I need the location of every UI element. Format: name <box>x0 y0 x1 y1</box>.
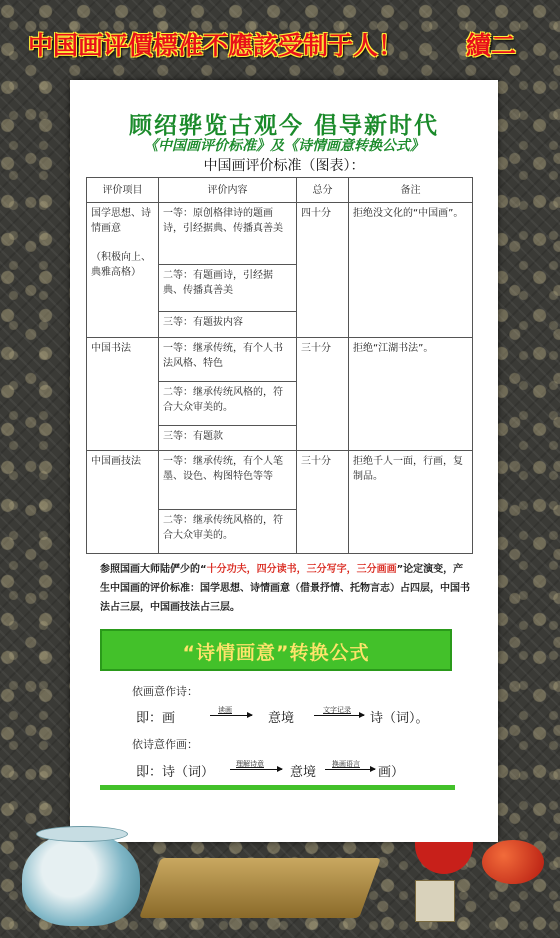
criteria-item <box>87 203 159 338</box>
criteria-level: 三等：有题拔内容 <box>159 311 297 337</box>
arrow-label: 理解诗意 <box>236 760 264 768</box>
ink-stone-icon <box>415 880 455 922</box>
formula-start: 即：画 <box>136 711 176 726</box>
note-suffix: ”论定演变，产生中国画的评价标准：国学思想、诗情画意（借景抒情、托物言志）占四层，中国书法占三层，中国画技法占三层。 <box>100 564 470 613</box>
formula-banner-title: “诗情画意”转换公式 <box>182 642 370 664</box>
arrow-label: 文字记录 <box>323 706 351 714</box>
arrow-label: 换画语言 <box>332 760 360 768</box>
formula-end: 画） <box>378 765 405 780</box>
formula-label-painting-to-poem: 依画意作诗： <box>132 685 198 698</box>
table-row <box>87 203 473 265</box>
criteria-item: 中国书法 <box>87 338 159 451</box>
table-row <box>87 338 473 382</box>
arrow-label: 读画 <box>218 706 232 714</box>
criteria-remark: 拒绝“江湖书法”。 <box>349 338 473 451</box>
document-subtitle: 《中国画评价标准》及《诗情画意转换公式》 <box>144 138 424 154</box>
document-title: 顾绍骅览古观今 倡导新时代 <box>128 113 439 139</box>
criteria-score: 四十分 <box>297 203 349 338</box>
criteria-level: 二等：继承传统风格的，符合大众审美的。 <box>159 510 297 554</box>
brush-scroll-icon <box>139 858 381 918</box>
column-header: 评价项目 <box>87 178 159 203</box>
document-paper <box>70 80 498 842</box>
criteria-score: 三十分 <box>297 451 349 554</box>
criteria-level: 二等：继承传统风格的，符合大众审美的。 <box>159 382 297 426</box>
divider <box>100 785 455 790</box>
criteria-item: 中国画技法 <box>87 451 159 554</box>
table-header-row <box>87 178 473 203</box>
table-row <box>87 451 473 510</box>
note-highlight: 十分功夫，四分读书，三分写字，三分画画 <box>206 564 397 575</box>
red-bowl-icon <box>415 842 473 874</box>
formula-middle: 意境 <box>268 711 295 726</box>
criteria-item-label: 国学思想、诗情画意 <box>91 208 151 234</box>
criteria-level: 一等：继承传统，有个人笔墨、设色、构图特色等等 <box>159 451 297 510</box>
criteria-level: 二等：有题画诗，引经据典、传播真善美 <box>159 265 297 311</box>
formula-start: 即：诗（词） <box>136 765 215 780</box>
porcelain-vase-icon <box>22 832 140 926</box>
banner-title: 中国画评價標准不應該受制于人！ <box>28 31 404 60</box>
note-prefix: 参照国画大师陆俨少的“ <box>100 564 207 575</box>
explanation-note <box>100 560 470 617</box>
arrow-icon <box>325 769 375 770</box>
teapot-icon <box>482 840 544 884</box>
criteria-score: 三十分 <box>297 338 349 451</box>
criteria-level: 一等：原创格律诗的题画诗，引经据典、传播真善美 <box>159 203 297 265</box>
arrow-icon <box>210 715 252 716</box>
criteria-table <box>86 177 473 554</box>
column-header: 备注 <box>349 178 473 203</box>
criteria-level: 三等：有题款 <box>159 426 297 451</box>
formula-middle: 意境 <box>290 765 317 780</box>
column-header: 总分 <box>297 178 349 203</box>
vase-rim-icon <box>36 826 128 842</box>
formula-end: 诗（词）。 <box>370 711 429 726</box>
criteria-level: 一等：继承传统，有个人书法风格、特色 <box>159 338 297 382</box>
formula-label-poem-to-painting: 依诗意作画： <box>132 738 198 751</box>
criteria-remark: 拒绝千人一面，行画，复制品。 <box>349 451 473 554</box>
banner-suffix: 續二 <box>466 31 517 60</box>
table-title: 中国画评价标准（图表）： <box>203 158 365 174</box>
criteria-remark: 拒绝没文化的“中国画”。 <box>349 203 473 338</box>
arrow-icon <box>230 769 282 770</box>
top-banner <box>0 0 560 80</box>
criteria-item-extra: （积极向上、典雅高格） <box>91 252 151 278</box>
arrow-icon <box>314 715 364 716</box>
formula-banner <box>100 629 452 671</box>
column-header: 评价内容 <box>159 178 297 203</box>
